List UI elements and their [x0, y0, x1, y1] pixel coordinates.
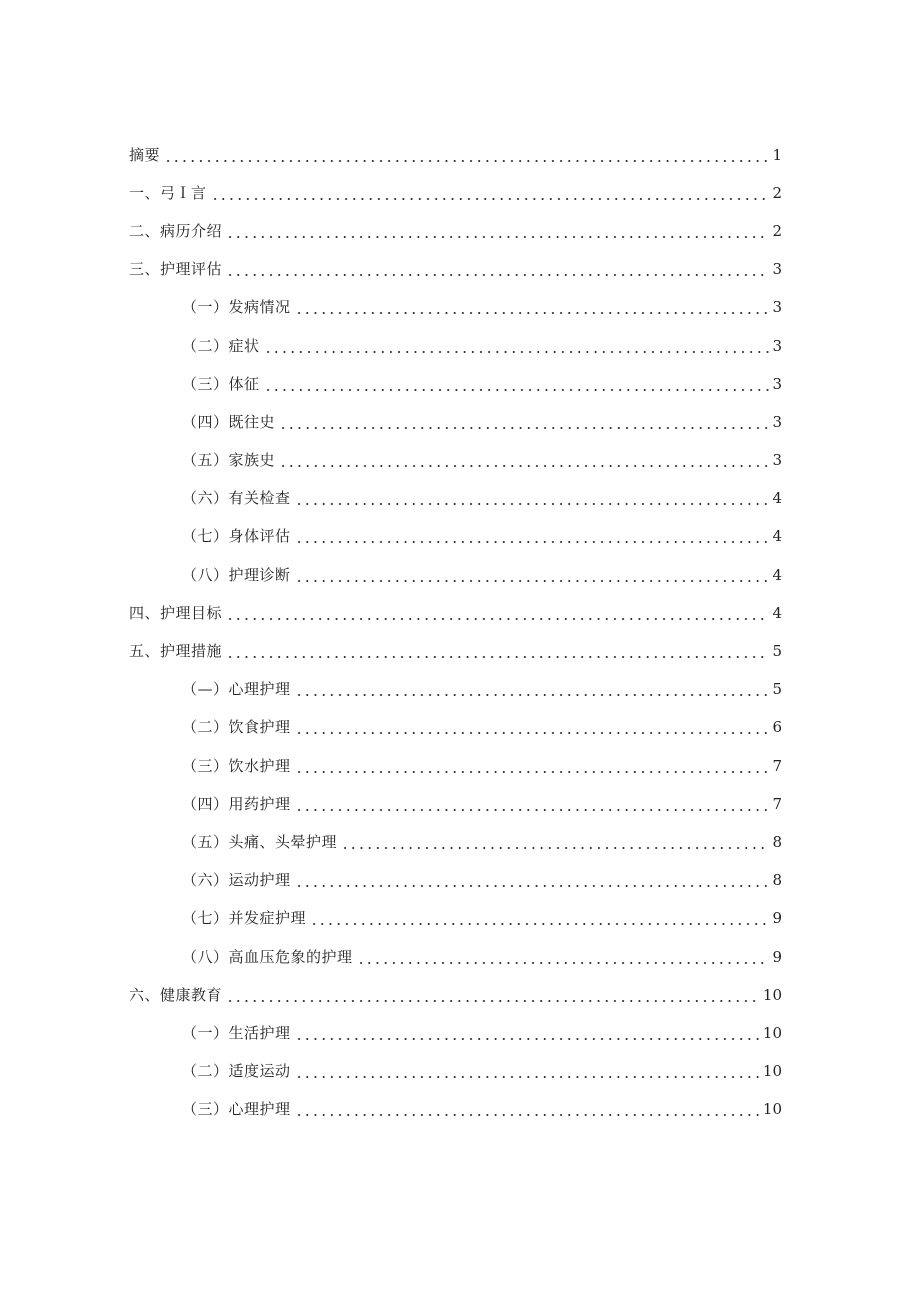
toc-entry-page-number: 9 — [772, 947, 782, 966]
toc-entry-title: （八）护理诊断 — [182, 565, 291, 584]
table-of-contents — [0, 136, 920, 1129]
toc-entry[interactable] — [0, 518, 782, 556]
toc-entry[interactable] — [0, 709, 782, 747]
toc-entry[interactable] — [0, 365, 782, 403]
dot-leader — [295, 491, 770, 506]
toc-entry[interactable] — [0, 632, 782, 670]
toc-entry-title: 二、病历介绍 — [129, 221, 223, 240]
toc-entry-page-number: 3 — [772, 336, 782, 355]
toc-entry[interactable] — [0, 174, 782, 212]
toc-entry-title: （二）适度运动 — [182, 1062, 291, 1081]
toc-entry-page-number: 3 — [772, 260, 782, 279]
toc-entry-title: （二）症状 — [182, 336, 260, 355]
dot-leader — [295, 1064, 760, 1079]
toc-entry[interactable] — [0, 442, 782, 480]
toc-entry-title: （三）心理护理 — [182, 1100, 291, 1119]
toc-entry-title: （四）既往史 — [182, 412, 276, 431]
dot-leader — [226, 606, 769, 621]
toc-entry-page-number: 3 — [772, 374, 782, 393]
dot-leader — [226, 644, 769, 659]
toc-entry[interactable] — [0, 403, 782, 441]
toc-entry[interactable] — [0, 594, 782, 632]
toc-entry-page-number: 2 — [772, 183, 782, 202]
toc-entry-page-number: 5 — [772, 642, 782, 661]
toc-entry-title: （六）有关检查 — [182, 489, 291, 508]
toc-entry-title: （七）并发症护理 — [182, 909, 307, 928]
dot-leader — [341, 835, 769, 850]
toc-entry-title: 四、护理目标 — [129, 603, 223, 622]
toc-entry-page-number: 3 — [772, 298, 782, 317]
dot-leader — [226, 988, 760, 1003]
toc-entry-page-number: 5 — [772, 680, 782, 699]
toc-entry-title: （六）运动护理 — [182, 871, 291, 890]
dot-leader — [357, 950, 770, 965]
toc-entry-page-number: 10 — [762, 1062, 782, 1081]
dot-leader — [295, 873, 770, 888]
dot-leader — [164, 148, 769, 163]
toc-entry-title: （八）高血压危象的护理 — [182, 947, 353, 966]
toc-entry-title: （三）饮水护理 — [182, 756, 291, 775]
toc-entry-page-number: 10 — [762, 1023, 782, 1042]
toc-entry-title: 摘要 — [129, 145, 161, 164]
dot-leader — [264, 377, 770, 392]
toc-entry[interactable] — [0, 1014, 782, 1052]
toc-entry-title: （—）心理护理 — [182, 680, 291, 699]
dot-leader — [295, 1102, 760, 1117]
toc-entry-page-number: 8 — [772, 832, 782, 851]
toc-entry[interactable] — [0, 327, 782, 365]
toc-entry-page-number: 7 — [772, 756, 782, 775]
toc-entry-page-number: 2 — [772, 221, 782, 240]
toc-entry[interactable] — [0, 251, 782, 289]
dot-leader — [295, 759, 770, 774]
toc-entry[interactable] — [0, 900, 782, 938]
toc-entry-page-number: 7 — [772, 794, 782, 813]
dot-leader — [295, 1026, 760, 1041]
toc-entry-page-number: 3 — [772, 412, 782, 431]
toc-entry-title: （三）体征 — [182, 374, 260, 393]
toc-entry[interactable] — [0, 212, 782, 250]
toc-entry[interactable] — [0, 556, 782, 594]
toc-entry[interactable] — [0, 938, 782, 976]
toc-entry-page-number: 9 — [772, 909, 782, 928]
dot-leader — [295, 300, 770, 315]
dot-leader — [295, 568, 770, 583]
toc-entry[interactable] — [0, 136, 782, 174]
toc-entry[interactable] — [0, 823, 782, 861]
toc-entry-page-number: 4 — [772, 565, 782, 584]
toc-entry-title: 五、护理措施 — [129, 642, 223, 661]
toc-entry-title: 一、弓Ｉ言 — [129, 183, 207, 202]
toc-entry-title: （一）发病情况 — [182, 298, 291, 317]
dot-leader — [211, 186, 770, 201]
toc-entry-title: （二）饮食护理 — [182, 718, 291, 737]
toc-entry[interactable] — [0, 785, 782, 823]
dot-leader — [226, 224, 769, 239]
toc-entry-page-number: 3 — [772, 451, 782, 470]
toc-entry[interactable] — [0, 289, 782, 327]
toc-entry-page-number: 4 — [772, 527, 782, 546]
toc-entry-title: 六、健康教育 — [129, 985, 223, 1004]
toc-entry-title: 三、护理评估 — [129, 260, 223, 279]
toc-entry-page-number: 6 — [772, 718, 782, 737]
toc-entry[interactable] — [0, 480, 782, 518]
toc-entry-page-number: 8 — [772, 871, 782, 890]
dot-leader — [264, 339, 770, 354]
toc-entry-title: （四）用药护理 — [182, 794, 291, 813]
dot-leader — [310, 911, 769, 926]
toc-entry-page-number: 10 — [762, 985, 782, 1004]
toc-entry-page-number: 10 — [762, 1100, 782, 1119]
dot-leader — [295, 682, 770, 697]
toc-entry[interactable] — [0, 747, 782, 785]
dot-leader — [295, 797, 770, 812]
toc-entry-page-number: 4 — [772, 489, 782, 508]
dot-leader — [226, 262, 769, 277]
toc-entry[interactable] — [0, 1091, 782, 1129]
dot-leader — [295, 529, 770, 544]
dot-leader — [279, 415, 769, 430]
toc-entry-title: （五）家族史 — [182, 451, 276, 470]
toc-entry[interactable] — [0, 671, 782, 709]
toc-entry-page-number: 4 — [772, 603, 782, 622]
toc-entry-title: （七）身体评估 — [182, 527, 291, 546]
toc-entry-title: （五）头痛、头晕护理 — [182, 832, 338, 851]
toc-entry-title: （一）生活护理 — [182, 1023, 291, 1042]
toc-entry[interactable] — [0, 1053, 782, 1091]
toc-entry[interactable] — [0, 976, 782, 1014]
toc-entry[interactable] — [0, 862, 782, 900]
toc-entry-page-number: 1 — [772, 145, 782, 164]
dot-leader — [295, 720, 770, 735]
dot-leader — [279, 453, 769, 468]
